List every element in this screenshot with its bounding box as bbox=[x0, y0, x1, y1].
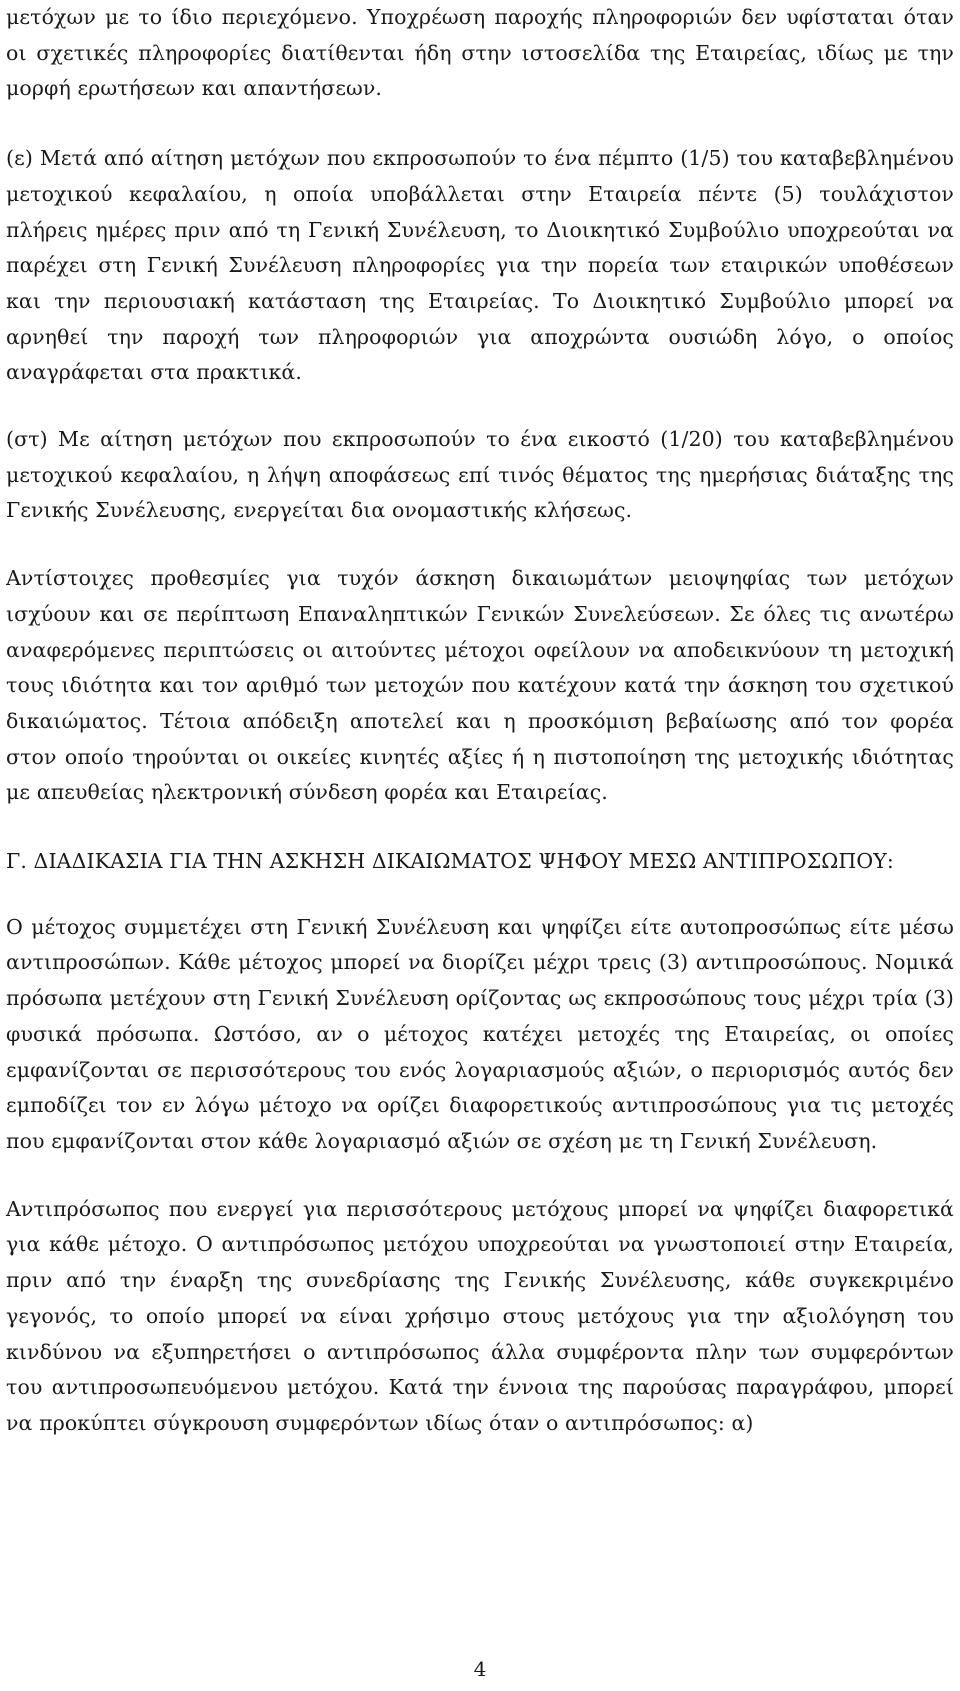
paragraph-item-st: (στ) Με αίτηση μετόχων που εκπροσωπούν το ένα εικοστό (1/20) του καταβεβλημένου μετοχικού κεφαλαίου, η λήψη αποφάσεως επί τινός θέματος της ημερήσιας διάταξης της Γενικής Συνέλευσης, ενεργείται δια ονομαστικής κλήσεως. bbox=[6, 427, 954, 523]
paragraph-representative: Αντιπρόσωπος που ενεργεί για περισσότερους μετόχους μπορεί να ψηφίζει διαφορετικά για κάθε μέτοχο. Ο αντιπρόσωπος μετόχου υποχρεούται να γνωστοποιεί στην Εταιρεία, πριν από την έναρξη της συνεδρίασης της Γενικής Συνέλευσης, κάθε συγκεκριμένο γεγονός, το οποίο μπορεί να είναι χρήσιμο στους μετόχους για την αξιολόγηση του κινδύνου να εξυπηρετήσει ο αντιπρόσωπος άλλα συμφέροντα πλην των συμφερόντων του αντιπροσωπευόμενου μετόχου. Κατά την έννοια της παρούσας παραγράφου, μπορεί να προκύπτει σύγκρουση συμφερόντων ιδίως όταν ο αντιπρόσωπος: α) bbox=[6, 1196, 954, 1435]
paragraph-continuation: μετόχων με το ίδιο περιεχόμενο. Υποχρέωση παροχής πληροφοριών δεν υφίσταται όταν οι σχετικές πληροφορίες διατίθενται ήδη στην ιστοσελίδα της Εταιρείας, ιδίως με την μορφή ερωτήσεων και απαντήσεων. bbox=[6, 5, 954, 101]
page-number: 4 bbox=[473, 1657, 487, 1681]
paragraph-item-e: (ε) Μετά από αίτηση μετόχων που εκπροσωπούν το ένα πέμπτο (1/5) του καταβεβλημένου μετοχικού κεφαλαίου, η οποία υποβάλλεται στην Εταιρεία πέντε (5) τουλάχιστον πλήρεις ημέρες πριν από τη Γενική Συνέλευση, το Διοικητικό Συμβούλιο υποχρεούται να παρέχει στη Γενική Συνέλευση πληροφορίες για την πορεία των εταιρικών υποθέσεων και την περιουσιακή κατάσταση της Εταιρείας. Το Διοικητικό Συμβούλιο μπορεί να αρνηθεί την παροχή των πληροφοριών για αποχρώντα ουσιώδη λόγο, ο οποίος αναγράφεται στα πρακτικά. bbox=[6, 146, 954, 385]
paragraph-deadlines: Αντίστοιχες προθεσμίες για τυχόν άσκηση δικαιωμάτων μειοψηφίας των μετόχων ισχύουν και σε περίπτωση Επαναληπτικών Γενικών Συνελεύσεων. Σε όλες τις ανωτέρω αναφερόμενες περιπτώσεις οι αιτούντες μέτοχοι οφείλουν να αποδεικνύουν τη μετοχική τους ιδιότητα και τον αριθμό των μετοχών που κατέχουν κατά την άσκηση του σχετικού δικαιώματος. Τέτοια απόδειξη αποτελεί και η προσκόμιση βεβαίωσης από τον φορέα στον οποίο τηρούνται οι οικείες κινητές αξίες ή η πιστοποίηση της μετοχικής ιδιότητας με απευθείας ηλεκτρονική σύνδεση φορέα και Εταιρείας. bbox=[6, 566, 954, 805]
document-page bbox=[6, 0, 954, 1442]
paragraph-voting: Ο μέτοχος συμμετέχει στη Γενική Συνέλευση και ψηφίζει είτε αυτοπροσώπως είτε μέσω αντιπροσώπων. Κάθε μέτοχος μπορεί να διορίζει μέχρι τρεις (3) αντιπροσώπους. Νομικά πρόσωπα μετέχουν στη Γενική Συνέλευση ορίζοντας ως εκπροσώπους τους μέχρι τρία (3) φυσικά πρόσωπα. Ωστόσο, αν ο μέτοχος κατέχει μετοχές της Εταιρείας, οι οποίες εμφανίζονται σε περισσότερους του ενός λογαριασμούς αξιών, ο περιορισμός αυτός δεν εμποδίζει τον εν λόγω μέτοχο να ορίζει διαφορετικούς αντιπροσώπους για τις μετοχές που εμφανίζονται στον κάθε λογαριασμό αξιών σε σχέση με τη Γενική Συνέλευση. bbox=[6, 914, 954, 1153]
section-heading: Γ. ΔΙΑΔΙΚΑΣΙΑ ΓΙΑ ΤΗΝ ΑΣΚΗΣΗ ΔΙΚΑΙΩΜΑΤΟΣ ΨΗΦΟΥ ΜΕΣΩ ΑΝΤΙΠΡΟΣΩΠΟΥ: bbox=[6, 849, 894, 874]
